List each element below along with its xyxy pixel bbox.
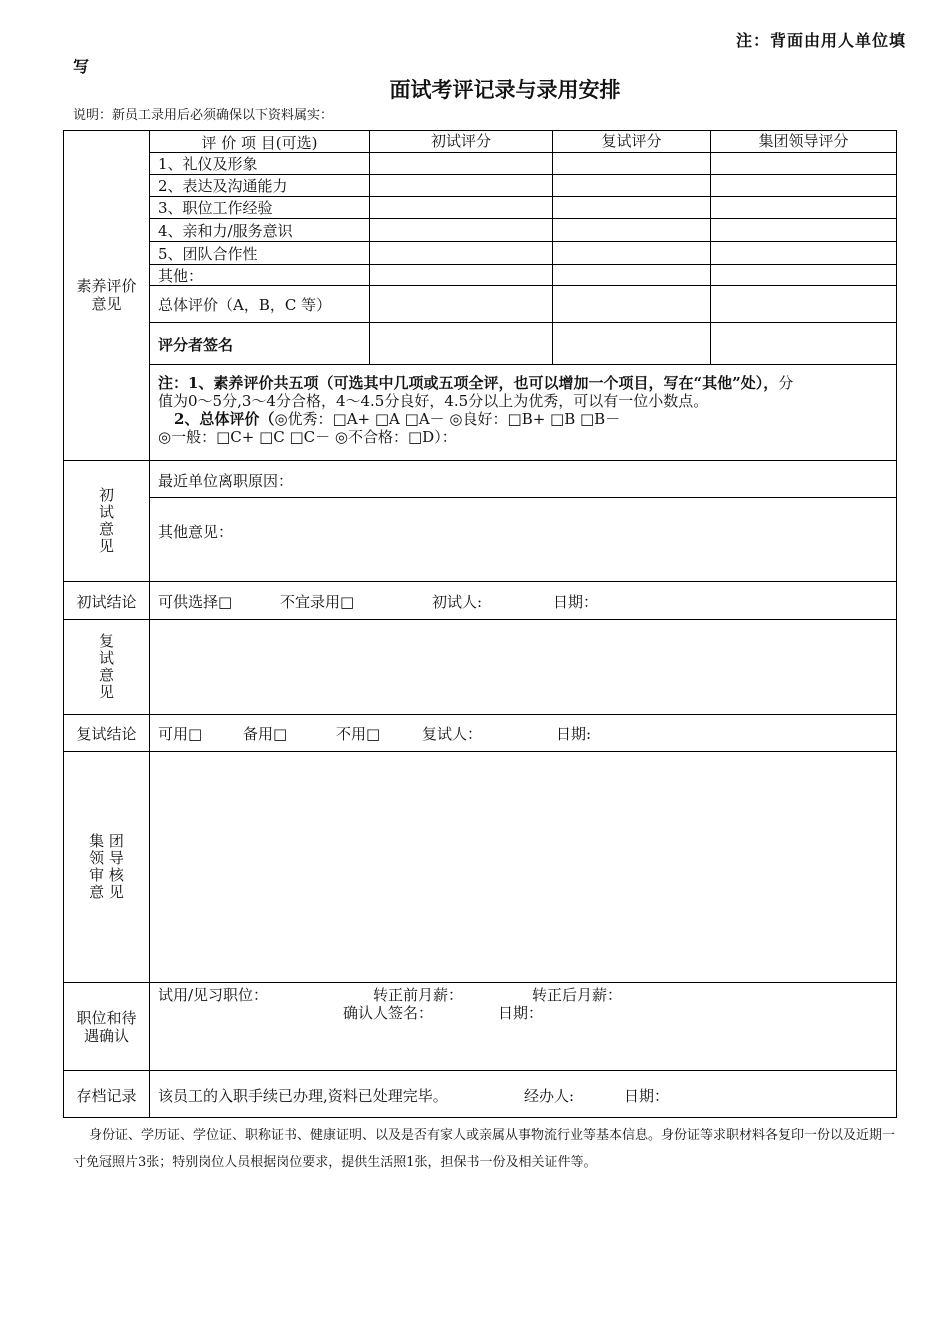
eval-item-other: 其他：	[158, 267, 204, 285]
description: 说明：新员工录用后必须确保以下资料属实：	[73, 108, 334, 123]
initial-other-opinion-field[interactable]: 其他意见：	[158, 523, 234, 541]
option-no-checkbox[interactable]: 不用□	[336, 725, 381, 743]
back-side-note-wrap: 写	[73, 57, 90, 76]
footer-note: 身份证、学历证、学位证、职称证书、健康证明、以及是否有家人或亲属从事物流行业等基本信息。身份证等求职材料各复印一份以及近期一寸免冠照片3张；特别岗位人员根据岗位要求，提供生活照1张，担保书一份及相关证件等。	[73, 1128, 896, 1170]
eval-item: 1、礼仪及形象	[158, 155, 258, 173]
second-interviewer-field[interactable]: 复试人：	[422, 725, 483, 743]
position-date-field[interactable]: 日期：	[498, 1004, 544, 1022]
post-salary-field[interactable]: 转正后月薪：	[532, 986, 623, 1004]
group-review-field[interactable]	[150, 752, 896, 982]
archive-date-field[interactable]: 日期：	[624, 1087, 670, 1105]
eval-item: 5、团队合作性	[158, 245, 258, 263]
eval-signature: 评分者签名	[158, 336, 234, 354]
eval-item: 2、表达及沟通能力	[158, 177, 288, 195]
handler-field[interactable]: 经办人:	[524, 1087, 575, 1105]
group-review-label: 集 团 领 导 审 核 意 见	[89, 832, 124, 901]
archive-text: 该员工的入职手续已办理,资料已处理完毕。	[158, 1087, 448, 1105]
initial-opinion-label: 初 试 意 见	[98, 486, 114, 555]
option-selectable-checkbox[interactable]: 可供选择□	[158, 593, 233, 611]
archive-label: 存档记录	[76, 1087, 137, 1105]
leave-reason-field[interactable]: 最近单位离职原因：	[158, 472, 294, 490]
initial-interviewer-field[interactable]: 初试人:	[432, 593, 483, 611]
pre-salary-field[interactable]: 转正前月薪：	[373, 986, 464, 1004]
trial-position-field[interactable]: 试用/见习职位：	[158, 986, 269, 1004]
col-header-leader: 集团领导评分	[758, 132, 849, 150]
option-use-checkbox[interactable]: 可用□	[158, 725, 203, 743]
col-header-second: 复试评分	[601, 132, 662, 150]
option-backup-checkbox[interactable]: 备用□	[243, 725, 288, 743]
eval-overall: 总体评价（A，B，C 等）	[158, 296, 332, 314]
second-opinion-field[interactable]	[150, 620, 896, 714]
confirm-signature-field[interactable]: 确认人签名：	[343, 1004, 434, 1022]
back-side-note: 注：背面由用人单位填	[735, 31, 906, 50]
initial-conclusion-label: 初试结论	[76, 593, 137, 611]
option-not-hire-checkbox[interactable]: 不宜录用□	[280, 593, 355, 611]
eval-item: 4、亲和力/服务意识	[158, 222, 293, 240]
initial-date-field[interactable]: 日期：	[553, 593, 599, 611]
eval-note: 注：1、素养评价共五项（可选其中几项或五项全评，也可以增加一个项目，写在“其他”处），分 值为0～5分,3～4分合格，4～4.5分良好，4.5分以上为优秀，可以有一位小数点。 2、总体评价（◎优秀：□A+ □A □A－ ◎良好：□B+ □B □B－ ◎一般：□C+ □C □C－ ◎不合格：□D）：	[158, 374, 794, 446]
eval-section-label: 素养评价 意见	[76, 277, 137, 313]
position-salary-label: 职位和待 遇确认	[76, 1009, 137, 1045]
col-header-initial: 初试评分	[430, 132, 491, 150]
col-header-items: 评 价 项 目(可选)	[201, 134, 318, 152]
second-date-field[interactable]: 日期:	[556, 725, 592, 743]
second-conclusion-label: 复试结论	[76, 725, 137, 743]
eval-item: 3、职位工作经验	[158, 199, 273, 217]
page-title: 面试考评记录与录用安排	[389, 78, 621, 102]
second-opinion-label: 复 试 意 见	[98, 632, 114, 701]
